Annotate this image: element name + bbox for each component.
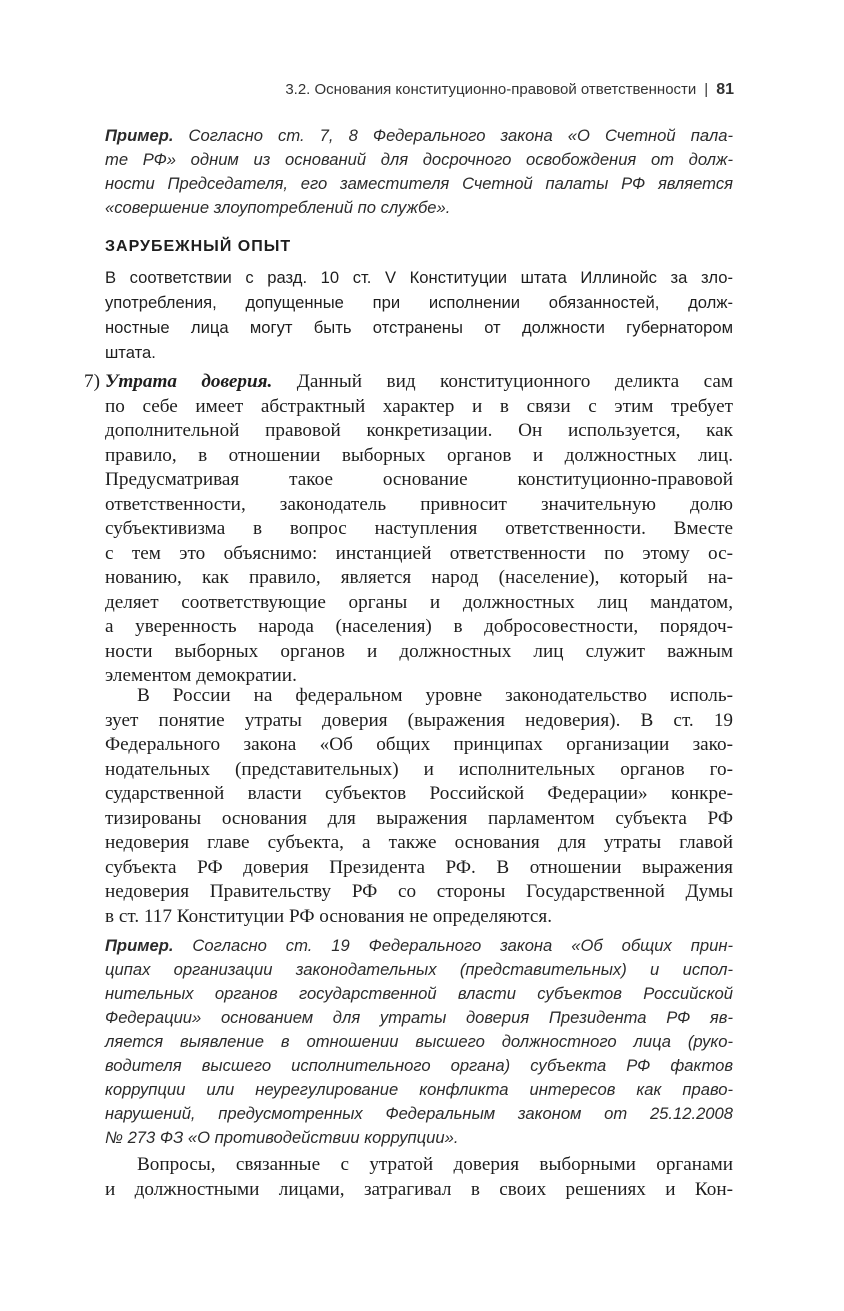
- body-line: в ст. 117 Конституции РФ основания не определяются.: [105, 905, 553, 927]
- foreign-experience-text: [105, 265, 733, 365]
- example-block-2: [105, 934, 733, 1150]
- foreign-experience-box: [105, 236, 733, 258]
- example-line: водителя высшего исполнительного органа) субъекта РФ фактов: [105, 1056, 733, 1075]
- body-line: элементом демократии.: [105, 665, 297, 686]
- paragraph-last: [105, 1153, 733, 1202]
- body-line: субъективизма в вопрос наступления ответственности. Вместе: [105, 518, 733, 539]
- body-line: нодательных (представительных) и исполнительных органов го-: [105, 758, 733, 780]
- foreign-line: штата.: [105, 343, 156, 362]
- header-separator: |: [704, 81, 709, 98]
- body-line: Вопросы, связанные с утратой доверия выборными органами: [137, 1154, 733, 1175]
- example-line: те РФ» одним из оснований для досрочного освобождения от долж-: [105, 150, 733, 169]
- foreign-line: ностные лица могут быть отстранены от должности губернатором: [105, 318, 733, 337]
- body-line: субъекта РФ доверия Президента РФ. В отношении выражения: [105, 856, 733, 878]
- list-item-7: [105, 370, 733, 689]
- foreign-line: В соответствии с разд. 10 ст. V Конституции штата Иллинойс за зло-: [105, 268, 733, 287]
- paragraph-russia: [105, 684, 733, 929]
- example-block-1: [105, 124, 733, 220]
- example-line: нительных органов государственной власти субъектов Российской: [105, 984, 733, 1003]
- example-line: «совершение злоупотреблений по службе».: [105, 198, 451, 217]
- example-line: Федерации» основанием для утраты доверия Президента РФ яв-: [105, 1008, 733, 1027]
- list-item-number: 7): [84, 371, 100, 392]
- page-number: 81: [716, 81, 734, 98]
- body-line: Утрата доверия. Данный вид конституционного деликта сам: [105, 371, 733, 392]
- running-head: [250, 80, 734, 100]
- body-line: сударственной власти субъектов Российской Федерации» конкре-: [105, 783, 733, 804]
- example-line: ности Председателя, его заместителя Счетной палаты РФ является: [105, 174, 733, 193]
- example-line: нарушений, предусмотренных Федеральным законом от 25.12.2008: [105, 1104, 733, 1123]
- example-line: ципах организации законодательных (представительных) и испол-: [105, 960, 733, 979]
- body-line: дополнительной правовой конкретизации. Он используется, как: [105, 420, 733, 441]
- foreign-experience-title: ЗАРУБЕЖНЫЙ ОПЫТ: [105, 238, 292, 255]
- body-line: и должностными лицами, затрагивал в своих решениях и Кон-: [105, 1178, 733, 1200]
- body-line: правило, в отношении выборных органов и должностных лиц.: [105, 444, 733, 466]
- body-line: недоверия Правительству РФ со стороны Государственной Думы: [105, 881, 733, 902]
- example-line: Пример. Согласно ст. 7, 8 Федерального закона «О Счетной пала-: [105, 126, 733, 145]
- body-line: нованию, как правило, является народ (население), который на-: [105, 567, 733, 588]
- example-lead: Пример.: [105, 126, 174, 145]
- term-heading: Утрата доверия.: [105, 371, 273, 392]
- body-line: зует понятие утраты доверия (выражения недоверия). В ст. 19: [105, 709, 733, 731]
- body-line: ответственности, законодатель привносит значительную долю: [105, 493, 733, 515]
- body-line: а уверенность народа (населения) в добросовестности, порядоч-: [105, 616, 733, 637]
- body-line: В России на федеральном уровне законодательство исполь-: [137, 685, 733, 706]
- section-title: 3.2. Основания конституционно-правовой ответственности: [285, 81, 697, 98]
- body-line: тизированы основания для выражения парламентом субъекта РФ: [105, 807, 733, 829]
- body-line: ности выборных органов и должностных лиц служит важным: [105, 640, 733, 662]
- foreign-line: употребления, допущенные при исполнении обязанностей, долж-: [105, 293, 733, 312]
- example-line: Пример. Согласно ст. 19 Федерального закона «Об общих прин-: [105, 936, 733, 955]
- example-line: ляется выявление в отношении высшего должностного лица (руко-: [105, 1032, 733, 1051]
- example-lead: Пример.: [105, 936, 174, 955]
- example-line: коррупции или неурегулирование конфликта интересов как право-: [105, 1080, 733, 1099]
- body-line: деляет соответствующие органы и должностных лиц мандатом,: [105, 591, 733, 613]
- body-line: Предусматривая такое основание конституционно-правовой: [105, 469, 733, 490]
- body-line: по себе имеет абстрактный характер и в связи с этим требует: [105, 395, 733, 417]
- example-line: № 273 ФЗ «О противодействии коррупции».: [105, 1128, 459, 1147]
- body-line: с тем это объяснимо: инстанцией ответственности по этому ос-: [105, 542, 733, 564]
- body-line: Федерального закона «Об общих принципах организации зако-: [105, 734, 733, 755]
- body-line: недоверия главе субъекта, а также основания для утраты главой: [105, 832, 733, 853]
